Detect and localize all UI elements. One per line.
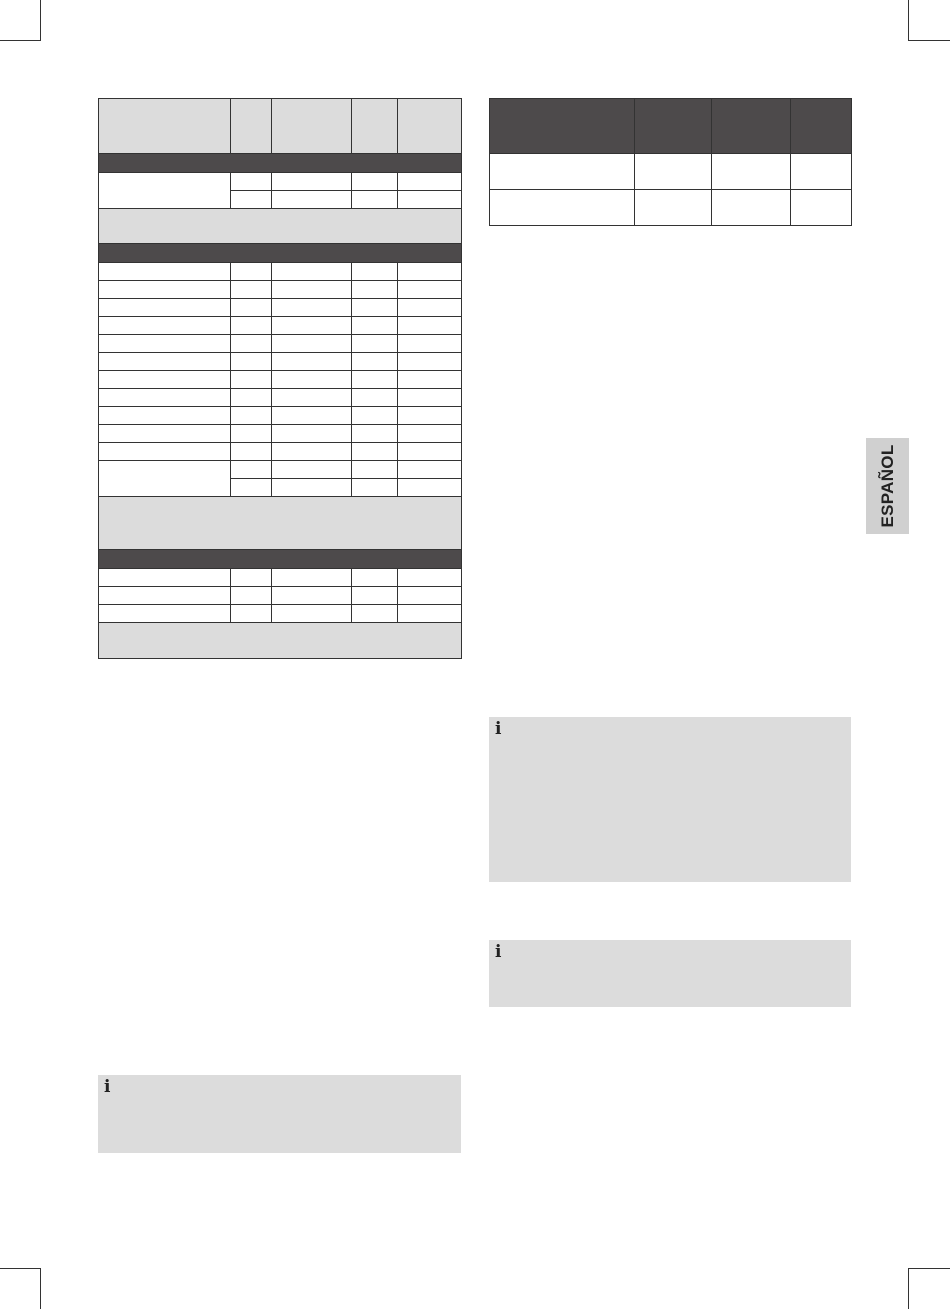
crop-mark-bl-v [40, 1268, 41, 1309]
table-row [99, 353, 462, 371]
section-band [99, 154, 462, 173]
section-band [99, 550, 462, 569]
table-header-row [99, 99, 462, 154]
language-tab-label: ESPAÑOL [877, 444, 897, 528]
crop-mark-br-v [908, 1268, 909, 1309]
info-box [489, 717, 851, 882]
info-box [489, 940, 851, 1007]
program-table [98, 98, 462, 659]
table-row [99, 263, 462, 281]
crop-mark-tr-h [908, 40, 950, 41]
table-row [490, 154, 852, 190]
table-row [99, 317, 462, 335]
section-band [99, 244, 462, 263]
table-row [99, 281, 462, 299]
info-icon: i [495, 942, 502, 962]
table-row [490, 190, 852, 226]
info-icon: i [104, 1077, 111, 1097]
table-row [99, 587, 462, 605]
summary-table [489, 98, 852, 226]
crop-mark-bl-h [0, 1268, 41, 1269]
table-row [99, 389, 462, 407]
crop-mark-tl-h [0, 40, 41, 41]
table-row [99, 461, 462, 479]
info-icon: i [495, 719, 502, 739]
table-row [99, 407, 462, 425]
table-row [99, 299, 462, 317]
crop-mark-tl-v [40, 0, 41, 41]
table-row [99, 605, 462, 623]
crop-mark-tr-v [908, 0, 909, 41]
table-row [99, 425, 462, 443]
language-tab [866, 438, 909, 534]
table-row [99, 569, 462, 587]
table-row [99, 443, 462, 461]
table-row [99, 173, 462, 191]
table-note-row [99, 623, 462, 659]
table-row [99, 335, 462, 353]
crop-mark-br-h [908, 1268, 950, 1269]
table-row [99, 371, 462, 389]
table-header-row [490, 99, 852, 154]
info-box [98, 1075, 461, 1153]
table-note-row [99, 497, 462, 550]
table-note-row [99, 209, 462, 244]
